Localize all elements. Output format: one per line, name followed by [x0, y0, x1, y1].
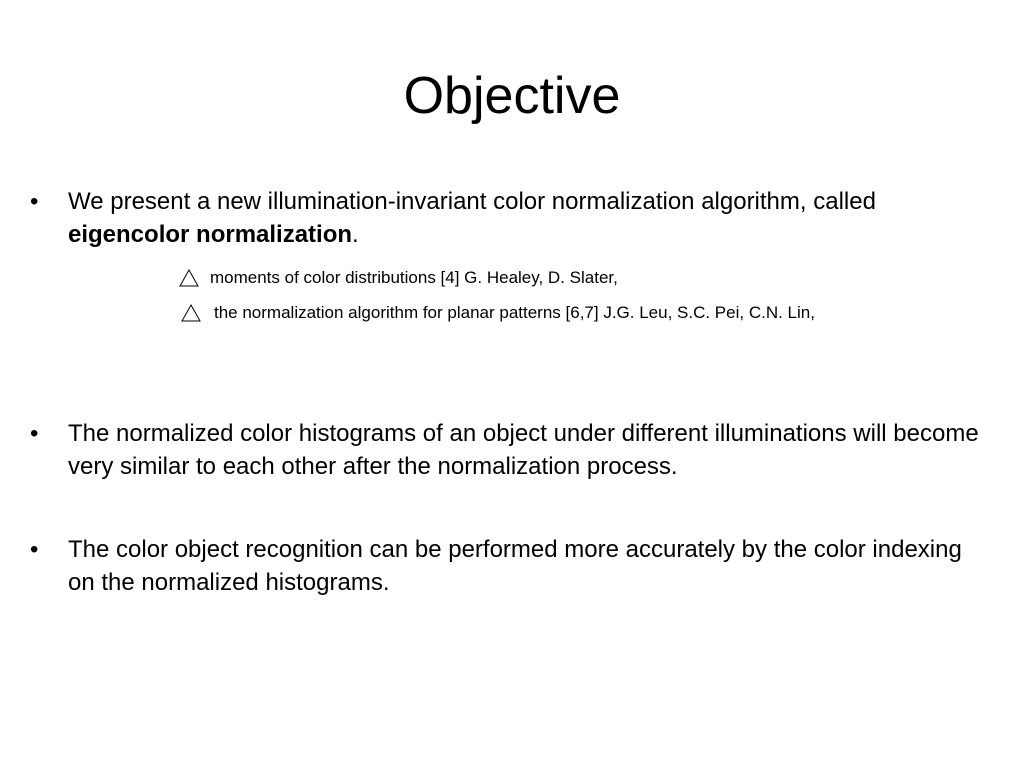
bullet-item-1	[30, 185, 990, 251]
bullet-text: The normalized color histograms of an object under different illuminations will become very similar to each other after the normalization process.	[68, 420, 979, 480]
bullet-text: The color object recognition can be performed more accurately by the color indexing on the normalized histograms.	[68, 536, 962, 596]
slide-title: Objective	[403, 67, 621, 125]
sub-item-text: the normalization algorithm for planar patterns [6,7] J.G. Leu, S.C. Pei, C.N. Lin,	[214, 303, 815, 322]
sub-item-text: moments of color distributions [4] G. Healey, D. Slater,	[210, 268, 618, 287]
sub-item-1	[178, 266, 618, 290]
bullet-item-2	[30, 417, 990, 483]
bullet-text	[68, 185, 983, 251]
triangle-icon	[178, 268, 202, 288]
bullet-item-3	[30, 533, 990, 599]
triangle-icon	[180, 303, 204, 323]
bullet-text-period: .	[352, 221, 359, 248]
bullet-marker: •	[30, 420, 39, 447]
bullet-marker: •	[30, 188, 39, 215]
bullet-marker: •	[30, 536, 39, 563]
bullet-text-bold: eigencolor normalization	[68, 221, 353, 248]
sub-item-2	[180, 301, 815, 325]
bullet-text-plain: We present a new illumination-invariant color normalization algorithm, called	[68, 188, 876, 215]
